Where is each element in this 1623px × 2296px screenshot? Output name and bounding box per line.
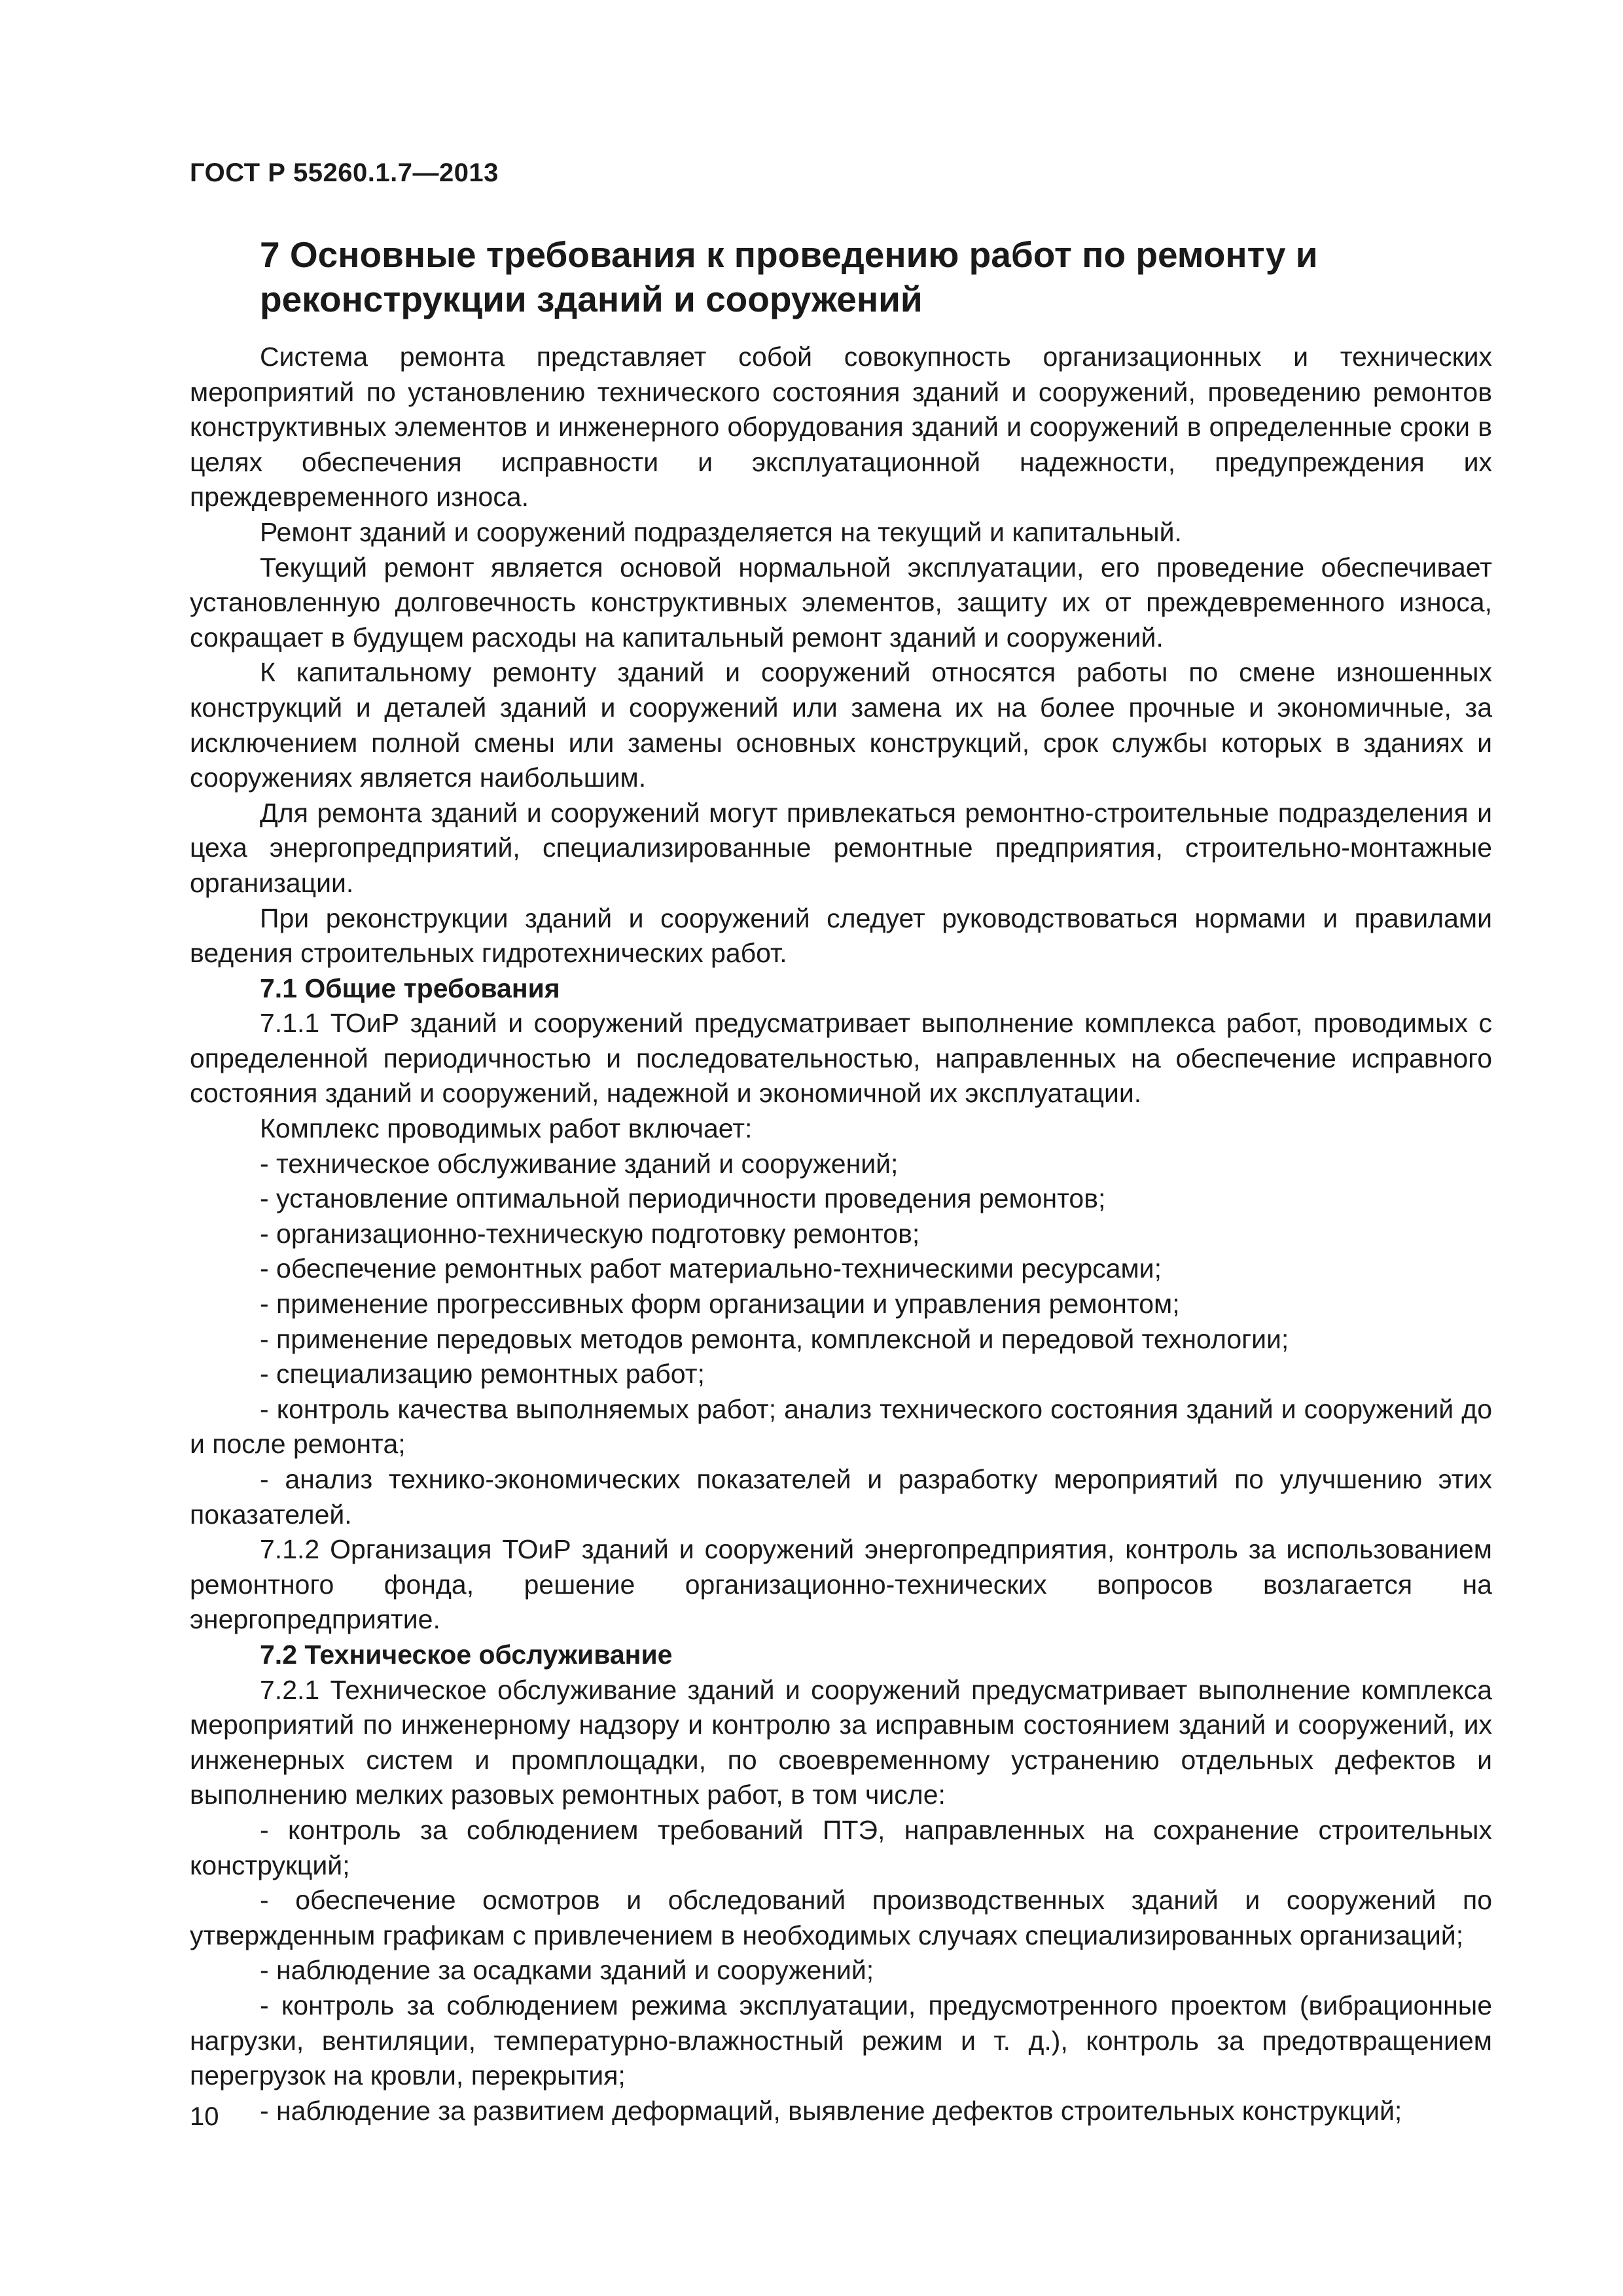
list-item: - наблюдение за развитием деформаций, выявление дефектов строительных конструкций; [260, 2095, 1402, 2126]
list-item: - применение передовых методов ремонта, комплексной и передовой технологии; [260, 1323, 1289, 1354]
list-item: - специализацию ремонтных работ; [260, 1359, 705, 1390]
list-item: - наблюдение за осадками зданий и сооружений; [260, 1955, 874, 1986]
list-item: - обеспечение осмотров и обследований производственных зданий и сооружений по утвержденным графикам с привлечением в необходимых случаях специализированных организаций; [190, 1885, 1492, 1950]
page-number: 10 [190, 2102, 219, 2131]
paragraph: 7.2.1 Техническое обслуживание зданий и сооружений предусматривает выполнение комплекса мероприятий по инженерному надзору и контролю за исправным состоянием зданий и сооружений, их инженерных систем и промплощадки, по своевременному устранению отдельных дефектов и выполнению мелких разовых ремонтных работ, в том числе: [190, 1674, 1492, 1810]
list-intro: Комплекс проводимых работ включает: [260, 1113, 753, 1144]
list-item: - применение прогрессивных форм организации и управления ремонтом; [260, 1289, 1180, 1319]
list-item: - контроль качества выполняемых работ; анализ технического состояния зданий и сооружений до и после ремонта; [190, 1393, 1492, 1460]
section-heading: 7 Основные требования к проведению работ по ремонту и реконструкции зданий и сооружений [260, 234, 1318, 319]
paragraph: 7.1.2 Организация ТОиР зданий и сооружений энергопредприятия, контроль за использованием ремонтного фонда, решение организационно-технических вопросов возлагается на энергопредприятие. [190, 1534, 1492, 1635]
paragraph: Для ремонта зданий и сооружений могут привлекаться ремонтно-строительные подразделения и цеха энергопредприятий, специализированные ремонтные предприятия, строительно-монтажные организации. [190, 797, 1492, 898]
paragraph: При реконструкции зданий и сооружений следует руководствоваться нормами и правилами ведения строительных гидротехнических работ. [190, 903, 1492, 969]
paragraph: Текущий ремонт является основой нормальной эксплуатации, его проведение обеспечивает установленную долговечность конструктивных элементов, защиту их от преждевременного износа, сокращает в будущем расходы на капитальный ремонт зданий и сооружений. [190, 552, 1492, 653]
subsection-heading: 7.1 Общие требования [260, 973, 560, 1003]
list-item: - анализ технико-экономических показателей и разработку мероприятий по улучшению этих показателей. [190, 1464, 1492, 1530]
list-item: - контроль за соблюдением режима эксплуатации, предусмотренного проектом (вибрационные нагрузки, вентиляции, температурно-влажностный режим и т. д.), контроль за предотвращением перегрузок на кровли, перекрытия; [190, 1990, 1492, 2091]
list-item: - установление оптимальной периодичности проведения ремонтов; [260, 1183, 1106, 1214]
list-item: - организационно-техническую подготовку ремонтов; [260, 1218, 920, 1249]
paragraph: Система ремонта представляет собой совокупность организационных и технических мероприятий по установлению технического состояния зданий и сооружений, проведению ремонтов конструктивных элементов и инженерного оборудования зданий и сооружений в определенные сроки в целях обеспечения исправности и эксплуатационной надежности, предупреждения их преждевременного износа. [190, 342, 1492, 512]
standard-header: ГОСТ Р 55260.1.7—2013 [190, 158, 499, 187]
list-item: - обеспечение ремонтных работ материально-техническими ресурсами; [260, 1253, 1162, 1284]
paragraph: К капитальному ремонту зданий и сооружений относятся работы по смене изношенных конструкций и деталей зданий и сооружений или замена их на более прочные и экономичные, за исключением полной смены или замены основных конструкций, срок службы которых в зданиях и сооружениях является наибольшим. [190, 657, 1492, 793]
paragraph: 7.1.1 ТОиР зданий и сооружений предусматривает выполнение комплекса работ, проводимых с определенной периодичностью и последовательностью, направленных на обеспечение исправного состояния зданий и сооружений, надежной и экономичной их эксплуатации. [190, 1008, 1492, 1109]
subsection-heading: 7.2 Техническое обслуживание [260, 1639, 673, 1670]
paragraph: Ремонт зданий и сооружений подразделяется на текущий и капитальный. [260, 516, 1182, 547]
list-item: - техническое обслуживание зданий и сооружений; [260, 1148, 899, 1179]
page-content [190, 232, 1492, 2128]
list-item: - контроль за соблюдением требований ПТЭ, направленных на сохранение строительных конструкций; [190, 1814, 1492, 1880]
